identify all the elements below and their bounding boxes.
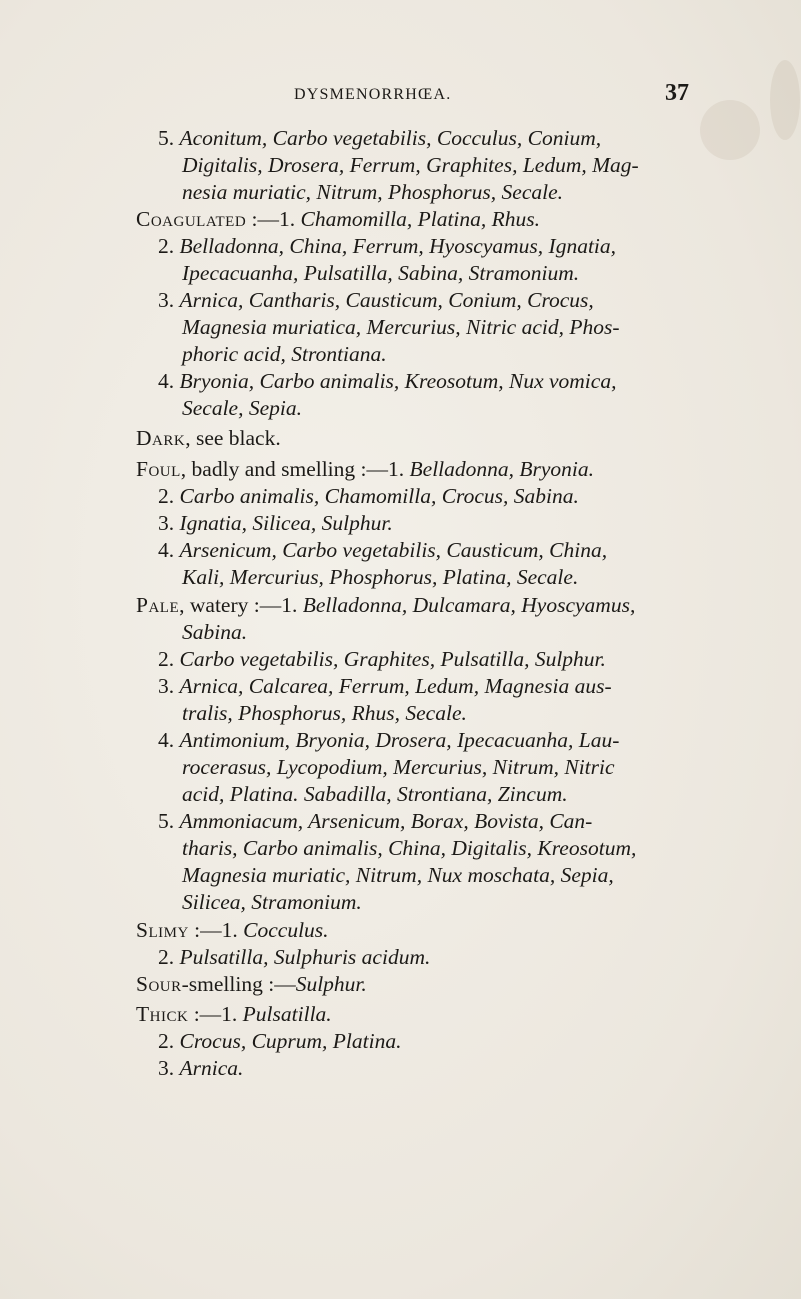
entry-term: Dark	[136, 426, 186, 450]
numbered-item-line	[158, 537, 607, 563]
item-number: 2.	[158, 1029, 180, 1053]
entry-connector: , badly and smelling :—1.	[180, 457, 410, 481]
item-number: 2.	[158, 647, 180, 671]
continuation-line	[182, 619, 247, 645]
numbered-item-line	[158, 233, 616, 259]
remedy-list: Bryonia, Carbo animalis, Kreosotum, Nux vomica,	[179, 369, 617, 393]
remedy-list: Ipecacuanha, Pulsatilla, Sabina, Stramonium.	[182, 261, 580, 285]
remedy-list: Belladonna, China, Ferrum, Hyoscyamus, Ignatia,	[179, 234, 617, 258]
continuation-line	[182, 152, 639, 178]
item-number: 2.	[158, 234, 180, 258]
continuation-line	[182, 260, 579, 286]
entry-term: Sour	[136, 972, 182, 996]
entry-term: Slimy	[136, 918, 189, 942]
remedy-list: Secale, Sepia.	[182, 396, 302, 420]
page-number: 37	[665, 80, 689, 106]
remedy-list: Belladonna, Bryonia.	[409, 457, 595, 481]
item-number: 3.	[158, 1056, 180, 1080]
entry-connector: :—1.	[188, 918, 244, 942]
remedy-list: Carbo animalis, Chamomilla, Crocus, Sabina.	[179, 484, 579, 508]
numbered-item-line	[158, 727, 619, 753]
remedy-list: Ammoniacum, Arsenicum, Borax, Bovista, Can-	[179, 809, 593, 833]
entry-connector: , watery :—1.	[179, 593, 303, 617]
continuation-line	[182, 835, 636, 861]
numbered-item-line	[158, 808, 592, 834]
remedy-list: Aconitum, Carbo vegetabilis, Cocculus, Conium,	[179, 126, 602, 150]
entry-term: Thick	[136, 1002, 189, 1026]
continuation-line	[182, 314, 620, 340]
continuation-line	[182, 862, 614, 888]
remedy-list: Antimonium, Bryonia, Drosera, Ipecacuanha, Lau-	[179, 728, 620, 752]
remedy-list: Sulphur.	[295, 972, 367, 996]
numbered-item-line	[158, 1028, 401, 1054]
continuation-line	[182, 781, 568, 807]
remedy-list: rocerasus, Lycopodium, Mercurius, Nitrum, Nitric	[182, 755, 615, 779]
remedy-list: Carbo vegetabilis, Graphites, Pulsatilla, Sulphur.	[179, 647, 606, 671]
numbered-item-line	[158, 646, 606, 672]
item-number: 3.	[158, 288, 180, 312]
remedy-list: Magnesia muriatic, Nitrum, Nux moschata, Sepia,	[182, 863, 614, 887]
entry-heading-line	[136, 206, 540, 232]
remedy-list: Ignatia, Silicea, Sulphur.	[179, 511, 393, 535]
numbered-item-line	[158, 944, 430, 970]
continuation-line	[182, 754, 615, 780]
numbered-item-line	[158, 483, 579, 509]
remedy-list: Arnica.	[179, 1056, 244, 1080]
numbered-item-line	[158, 1055, 243, 1081]
entry-heading-line	[136, 1001, 332, 1027]
continuation-line	[182, 564, 578, 590]
entry-heading-line	[136, 917, 329, 943]
remedy-list: Crocus, Cuprum, Platina.	[179, 1029, 402, 1053]
continuation-line	[182, 179, 563, 205]
remedy-list: nesia muriatic, Nitrum, Phosphorus, Secale.	[182, 180, 564, 204]
entry-term: Coagulated	[136, 207, 247, 231]
remedy-list: Silicea, Stramonium.	[182, 890, 362, 914]
item-number: 4.	[158, 728, 180, 752]
remedy-list: Arnica, Calcarea, Ferrum, Ledum, Magnesia aus-	[179, 674, 612, 698]
entry-connector: :—1.	[188, 1002, 243, 1026]
paper-stain	[700, 100, 760, 160]
remedy-list: Arnica, Cantharis, Causticum, Conium, Crocus,	[179, 288, 594, 312]
item-number: 2.	[158, 945, 180, 969]
page-header	[294, 80, 689, 112]
item-number: 3.	[158, 674, 180, 698]
entry-heading-line	[136, 971, 367, 997]
remedy-list: tralis, Phosphorus, Rhus, Secale.	[182, 701, 467, 725]
item-number: 4.	[158, 538, 180, 562]
entry-heading-line	[136, 456, 594, 482]
running-head: DYSMENORRHŒA.	[294, 86, 452, 103]
item-number: 4.	[158, 369, 180, 393]
entry-heading-line	[136, 592, 635, 618]
remedy-list: tharis, Carbo animalis, China, Digitalis, Kreosotum,	[182, 836, 637, 860]
paper-stain	[770, 60, 800, 140]
entry-term: Foul	[136, 457, 181, 481]
remedy-list: Digitalis, Drosera, Ferrum, Graphites, Ledum, Mag-	[182, 153, 639, 177]
entry-connector: , see black.	[185, 426, 281, 450]
remedy-list: acid, Platina. Sabadilla, Strontiana, Zincum.	[182, 782, 568, 806]
remedy-list: Magnesia muriatica, Mercurius, Nitric acid, Phos-	[182, 315, 620, 339]
continuation-line	[182, 341, 387, 367]
numbered-item-line	[158, 125, 601, 151]
item-number: 5.	[158, 809, 180, 833]
remedy-list: Pulsatilla.	[242, 1002, 332, 1026]
remedy-list: Sabina.	[182, 620, 248, 644]
remedy-list: phoric acid, Strontiana.	[182, 342, 387, 366]
entry-heading-line	[136, 425, 281, 451]
entry-connector: :—1.	[246, 207, 301, 231]
item-number: 2.	[158, 484, 180, 508]
remedy-list: Pulsatilla, Sulphuris acidum.	[179, 945, 431, 969]
entry-connector: -smelling :—	[181, 972, 296, 996]
item-number: 5.	[158, 126, 180, 150]
remedy-list: Belladonna, Dulcamara, Hyoscyamus,	[302, 593, 636, 617]
remedy-list: Cocculus.	[243, 918, 329, 942]
remedy-list: Kali, Mercurius, Phosphorus, Platina, Secale.	[182, 565, 579, 589]
continuation-line	[182, 889, 362, 915]
numbered-item-line	[158, 287, 594, 313]
numbered-item-line	[158, 368, 616, 394]
item-number: 3.	[158, 511, 180, 535]
remedy-list: Chamomilla, Platina, Rhus.	[300, 207, 541, 231]
continuation-line	[182, 395, 302, 421]
numbered-item-line	[158, 510, 393, 536]
numbered-item-line	[158, 673, 612, 699]
continuation-line	[182, 700, 467, 726]
remedy-list: Arsenicum, Carbo vegetabilis, Causticum, China,	[179, 538, 608, 562]
entry-term: Pale	[136, 593, 180, 617]
